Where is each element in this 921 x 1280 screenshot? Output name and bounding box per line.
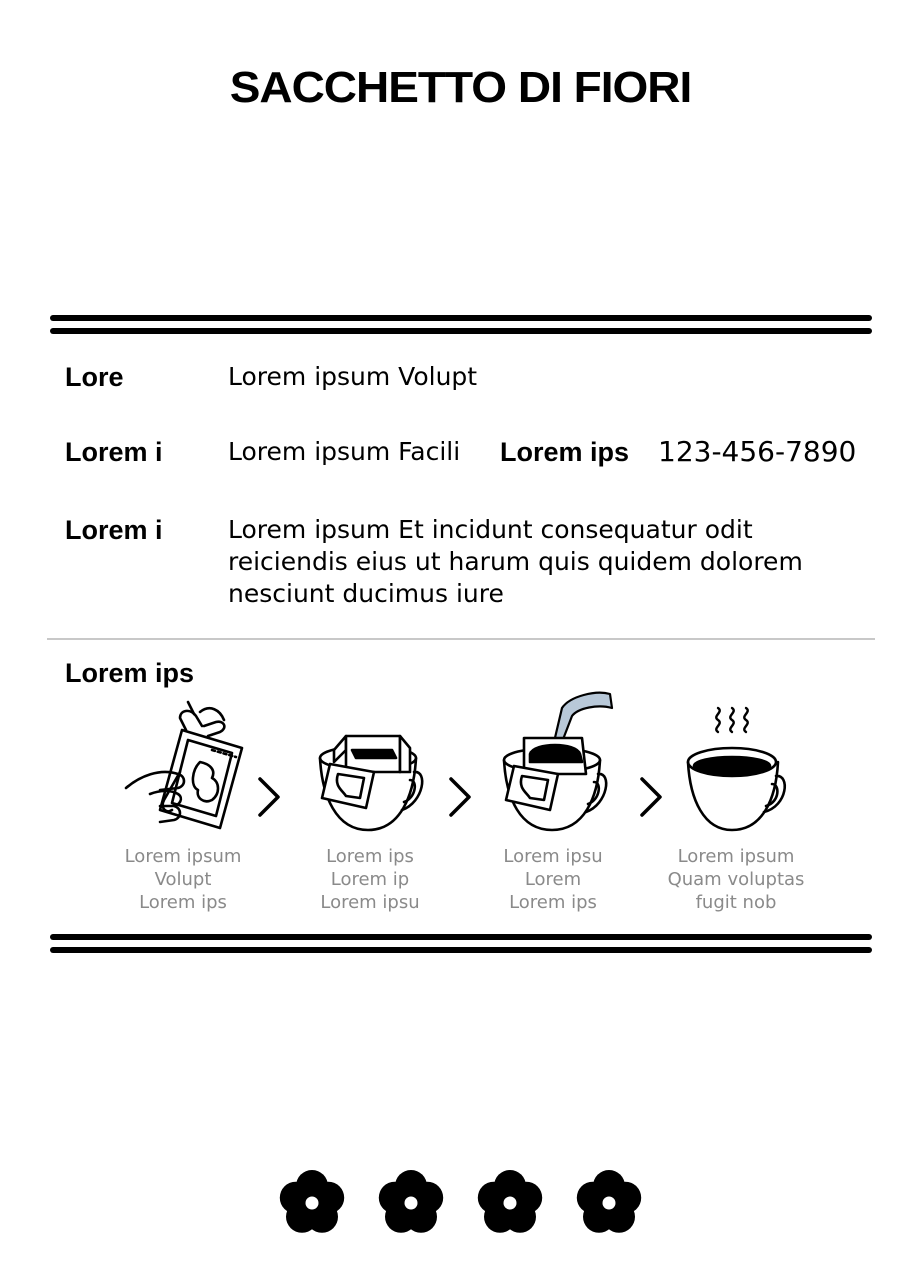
info-label-1: Lore — [65, 362, 124, 392]
top-rule-1 — [50, 315, 872, 321]
caption-line: Lorem ipsum — [124, 846, 242, 867]
caption-line: Quam voluptas — [667, 869, 805, 890]
caption-line: Lorem — [524, 869, 582, 890]
info-label-3: Lorem i — [65, 515, 163, 545]
flower-icon — [276, 1167, 348, 1239]
flower-icon — [573, 1167, 645, 1239]
description-line: reiciendis eius ut harum quis quidem dolorem — [228, 547, 803, 576]
phone-label: Lorem ips — [500, 437, 630, 467]
caption-line: fugit nob — [695, 892, 777, 913]
chevron-right-icon — [638, 775, 664, 819]
info-value-2: Lorem ipsum Facili — [228, 437, 461, 466]
info-label-2: Lorem i — [65, 437, 163, 467]
hot-cup-icon — [684, 690, 794, 835]
info-description — [228, 514, 803, 610]
section-divider — [47, 638, 875, 640]
caption-line: Lorem ipsum — [677, 846, 795, 867]
flower-icon — [375, 1167, 447, 1239]
bottom-rule-2 — [50, 947, 872, 953]
steps-title: Lorem ips — [65, 658, 195, 688]
phone-value: 123-456-7890 — [658, 435, 857, 468]
step-caption-1 — [103, 845, 263, 914]
bottom-rule-1 — [50, 934, 872, 940]
caption-line: Lorem ips — [509, 892, 597, 913]
description-line: Lorem ipsum Et incidunt consequatur odit — [228, 515, 753, 544]
page-title: SACCHETTO DI FIORI — [229, 62, 692, 112]
step-caption-4 — [651, 845, 821, 914]
pour-water-icon — [500, 690, 615, 835]
caption-line: Lorem ipsu — [503, 846, 603, 867]
open-packet-icon — [120, 690, 250, 835]
caption-line: Lorem ip — [330, 869, 410, 890]
caption-line: Lorem ipsu — [320, 892, 420, 913]
chevron-right-icon — [447, 775, 473, 819]
caption-line: Lorem ips — [139, 892, 227, 913]
filter-on-cup-icon — [316, 690, 426, 835]
chevron-right-icon — [256, 775, 282, 819]
step-caption-2 — [290, 845, 450, 914]
step-caption-3 — [473, 845, 633, 914]
top-rule-2 — [50, 328, 872, 334]
description-line: nesciunt ducimus iure — [228, 579, 504, 608]
info-value-1: Lorem ipsum Volupt — [228, 362, 478, 391]
caption-line: Lorem ips — [326, 846, 414, 867]
flower-icon — [474, 1167, 546, 1239]
caption-line: Volupt — [154, 869, 212, 890]
